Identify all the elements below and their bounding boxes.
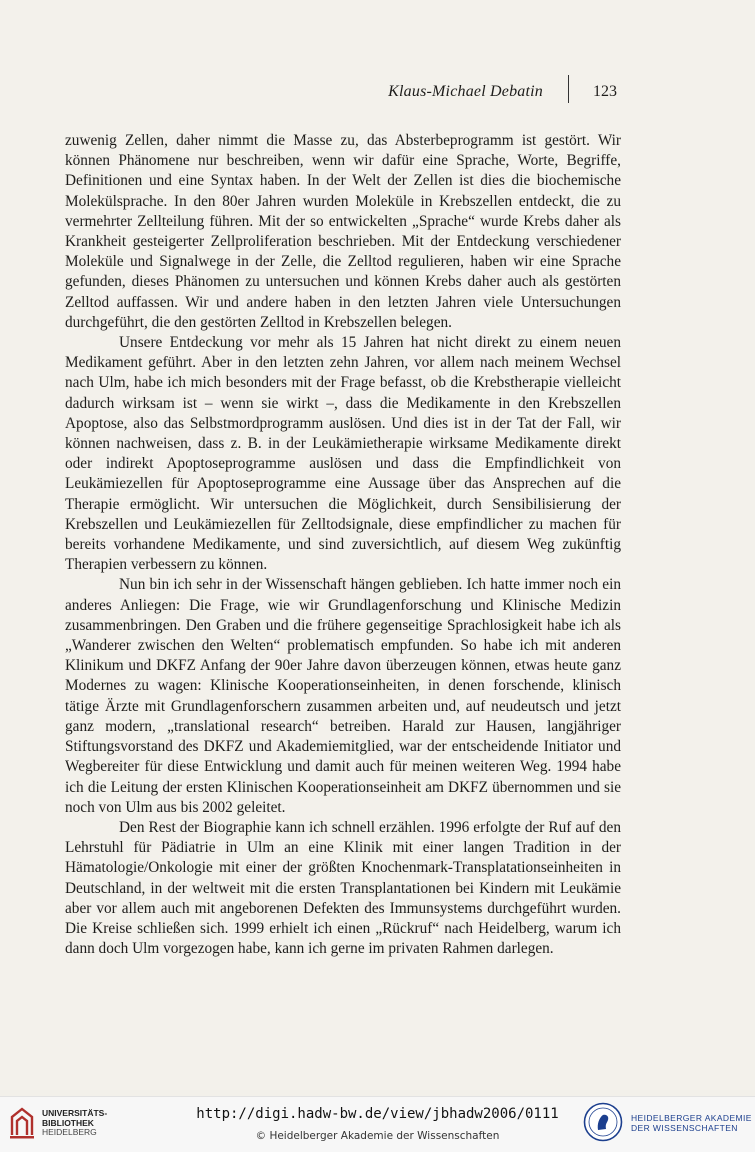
library-line: BIBLIOTHEK bbox=[42, 1117, 94, 1128]
page-header bbox=[0, 83, 755, 113]
academy-line: HEIDELBERGER AKADEMIE bbox=[631, 1113, 752, 1123]
paragraph: Den Rest der Biographie kann ich schnell erzählen. 1996 erfolgte der Ruf auf den Lehrstuhl für Pädiatrie in Ulm an eine Klinik mit einer langen Tradition in der Hämatologie/Onkologie mit einer der größten Knochenmark-Transplatationseinheiten in Deutschland, in der weltweit mit die ersten Transplantationen bei Kindern mit Leukämie aber vor allem auch mit angeborenen Defekten des Immunsystems durchgeführt wurden. Die Kreise schließen sich. 1999 erhielt ich einen „Rückruf“ nach Heidelberg, warum ich dann doch Ulm vorgezogen habe, kann ich gerne im privaten Rahmen darlegen. bbox=[65, 818, 621, 958]
academy-seal-icon bbox=[583, 1102, 623, 1142]
permalink-url[interactable]: http://digi.hadw-bw.de/view/jbhadw2006/0111 bbox=[196, 1106, 559, 1122]
library-line: UNIVERSITÄTS- bbox=[42, 1108, 108, 1118]
paragraph: Nun bin ich sehr in der Wissenschaft hängen geblieben. Ich hatte immer noch ein anderes Anliegen: Die Frage, wie wir Grundlagenforschung und Klinische Medizin zusammenbringen. Den Graben und die frühere gegenseitige Sprachlosigkeit habe ich als „Wanderer zwischen den Welten“ problematisch empfunden. So habe ich mit anderen Klinikum und DKFZ Anfang der 90er Jahre davon überzeugen können, etwas heute ganz Modernes zu wagen: Klinische Kooperationseinheiten, in denen forschende, klinisch tätige Ärzte mit Grundlagenforschern zusammen arbeiten und, auf neudeutsch und jetzt ganz modern, „translational research“ betreiben. Harald zur Hausen, langjähriger Stiftungsvorstand des DKFZ und Akademiemitglied, war der entscheidende Initiator und Wegbereiter für diese Entwicklung und damit auch für meinen weiteren Weg. 1994 habe ich die Leitung der ersten Klinischen Kooperationseinheit am DKFZ übernommen und sie noch von Ulm aus bis 2002 geleitet. bbox=[65, 576, 621, 816]
page-number: 123 bbox=[593, 83, 617, 100]
copyright-notice: © Heidelberger Akademie der Wissenschaften bbox=[255, 1130, 500, 1142]
body-text bbox=[65, 131, 621, 959]
academy-name bbox=[631, 1113, 752, 1133]
academy-line: DER WISSENSCHAFTEN bbox=[631, 1123, 738, 1133]
library-line: HEIDELBERG bbox=[42, 1127, 97, 1137]
header-divider bbox=[568, 75, 569, 103]
running-head: Klaus-Michael Debatin bbox=[388, 83, 543, 100]
paragraph: zuwenig Zellen, daher nimmt die Masse zu, das Absterbeprogramm ist gestört. Wir können Phänomene nur beschreiben, wenn wir dafür eine Sprache, Worte, Begriffe, Definitionen und eine Syntax haben. In der Welt der Zellen ist dies die biochemische Molekülsprache. In den 80er Jahren wurden Moleküle in Krebszellen entdeckt, die zu vermehrter Zellteilung führen. Mit der so entwickelten „Sprache“ wurde Krebs daher als Krankheit gesteigerter Zellproliferation beschrieben. Mit der Entdeckung verschiedener Moleküle und Signalwege in der Zelle, die Zelltod regulieren, haben wir eine Sprache gefunden, dieses Phänomen zu untersuchen und können Krebs daher auch als gestörten Zelltod auffassen. Wir und andere haben in den letzten Jahren viele Untersuchungen durchgeführt, die den gestörten Zelltod in Krebszellen belegen. bbox=[65, 132, 621, 331]
viewer-footer bbox=[0, 1096, 755, 1152]
paragraph: Unsere Entdeckung vor mehr als 15 Jahren hat nicht direkt zu einem neuen Medikament geführt. Aber in den letzten zehn Jahren, vor allem nach meinem Wechsel nach Ulm, habe ich mich besonders mit der Frage befasst, ob die Krebstherapie vielleicht dadurch wirksam ist – wenn sie wirkt –, dass die Medikamente in den Krebszellen Apoptose, also das Selbstmordprogramm auslösen. Und dies ist in der Tat der Fall, wir können nachweisen, dass z. B. in der Leukämietherapie wirksame Medikamente direkt oder indirekt Apoptoseprogramme auslösen und dass die Empfindlichkeit von Leukämiezellen für Apoptoseprogramme eine Aussage über das Ansprechen auf die Therapie ermöglicht. Wir untersuchen die Möglichkeit, durch Sensibilisierung der Krebszellen und Leukämiezellen für Zelltodsignale, diese empfindlicher zu machen für bereits vorhandene Medikamente, und sind zuversichtlich, auf diesem Weg zukünftig Therapien verbessern zu können. bbox=[65, 334, 621, 574]
